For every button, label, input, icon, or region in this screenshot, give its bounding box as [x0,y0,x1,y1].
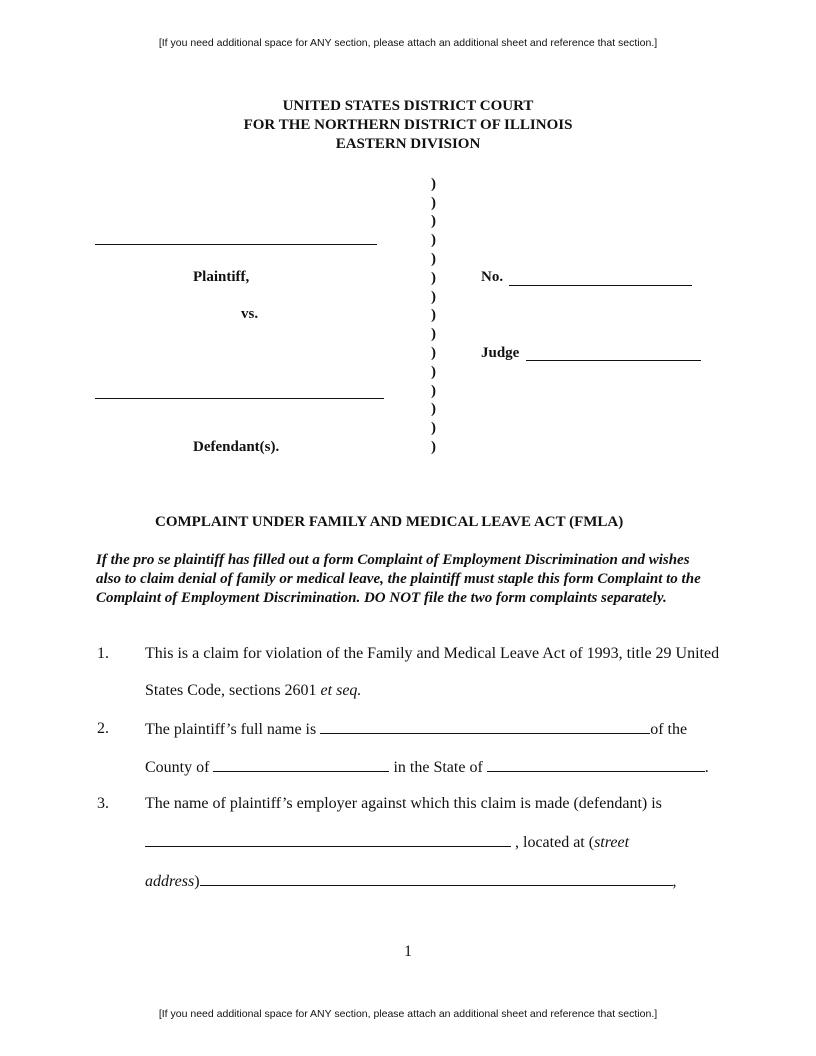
page-number: 1 [404,943,412,960]
court-district: FOR THE NORTHERN DISTRICT OF ILLINOIS [243,117,573,133]
defendant-label: Defendant(s). [193,439,280,455]
caption-paren: ) [431,383,436,399]
caption-paren: ) [431,176,436,192]
employer-name-field[interactable] [145,833,511,847]
caption-paren: ) [431,232,436,248]
caption-paren: ) [431,345,436,361]
item-3-street-word: street [594,834,630,851]
item-2-county-line [145,758,709,777]
case-number-label: No. [481,269,504,285]
item-1-number: 1. [97,645,109,662]
judge-label: Judge [481,345,520,361]
item-3-line1: The name of plaintiff’s employer against which this claim is made (defendant) is [145,795,662,812]
item-1-line1: This is a claim for violation of the Family and Medical Leave Act of 1993, title 29 United [145,645,720,662]
item-2-name-prefix: The plaintiff’s full name is [145,721,321,738]
item-1-code-text: States Code, sections 2601 [145,682,321,699]
item-2-state-label: in the State of [389,759,487,776]
county-field[interactable] [213,758,389,772]
instructions-paragraph: If the pro se plaintiff has filled out a form Complaint of Employment Discrimination and wishes also to claim denial of family or medical leave, the plaintiff must staple this form Complaint to the Complaint of Employment Discrimination. DO NOT file the two form complaints separately. [96,552,701,606]
defendant-name-line[interactable] [95,398,384,399]
item-2-county-prefix: County of [145,759,214,776]
caption-paren: ) [431,364,436,380]
caption-paren: ) [431,307,436,323]
item-2-name-suffix: of the [650,721,688,738]
caption-paren: ) [431,326,436,342]
header-note: [If you need additional space for ANY section, please attach an additional sheet and reference that section.] [158,37,658,49]
employer-address-field[interactable] [200,872,673,886]
item-2-number: 2. [97,720,109,737]
item-3-address-paren: ) [194,873,200,890]
caption-paren: ) [431,401,436,417]
court-division: EASTERN DIVISION [335,136,481,152]
plaintiff-full-name-field[interactable] [320,720,650,734]
caption-paren: ) [431,420,436,436]
case-number-line[interactable] [509,285,692,286]
judge-name-line[interactable] [526,360,701,361]
court-name: UNITED STATES DISTRICT COURT [282,98,534,114]
item-3-number: 3. [97,795,109,812]
footer-note: [If you need additional space for ANY section, please attach an additional sheet and reference that section.] [158,1008,658,1020]
caption-paren: ) [431,270,436,286]
item-3-located-text: , located at ( [511,834,595,851]
item-3-address-word: address [145,873,195,890]
vs-label: vs. [241,306,259,322]
caption-paren: ) [431,251,436,267]
item-3-address-line [145,872,677,891]
item-1-line2 [145,682,361,700]
caption-paren: ) [431,213,436,229]
plaintiff-name-line[interactable] [95,244,377,245]
state-field[interactable] [487,758,705,772]
item-3-comma: , [672,873,677,890]
caption-paren: ) [431,289,436,305]
item-2-period: . [704,759,709,776]
plaintiff-label: Plaintiff, [193,269,250,285]
complaint-title: COMPLAINT UNDER FAMILY AND MEDICAL LEAVE ACT (FMLA) [155,514,624,530]
item-3-employer-line [145,833,629,852]
caption-paren: ) [431,439,436,455]
item-1-et-seq: et seq. [320,682,362,699]
item-2-name-line [145,720,687,739]
caption-paren: ) [431,195,436,211]
